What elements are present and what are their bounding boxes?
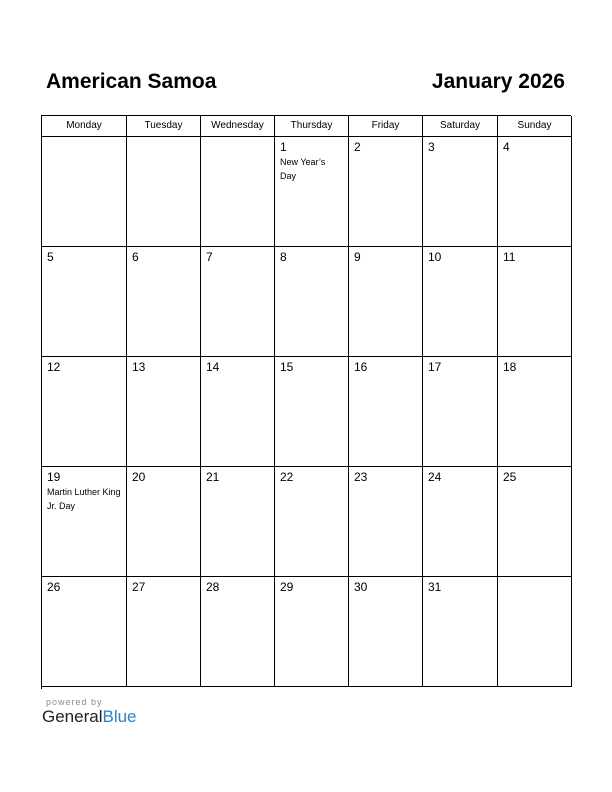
weekday-header-friday: Friday	[349, 116, 423, 137]
day-cell	[498, 137, 572, 247]
day-number: 19	[47, 470, 61, 484]
day-cell	[349, 247, 423, 357]
region-title: American Samoa	[46, 70, 217, 93]
day-number: 16	[354, 360, 368, 374]
day-cell	[42, 577, 127, 687]
day-number: 7	[206, 250, 213, 264]
day-cell	[127, 577, 201, 687]
day-number: 9	[354, 250, 361, 264]
day-cell	[127, 247, 201, 357]
weekday-header-wednesday: Wednesday	[201, 116, 275, 137]
day-number: 27	[132, 580, 146, 594]
day-cell	[498, 357, 572, 467]
day-number: 2	[354, 140, 361, 154]
day-cell	[127, 467, 201, 577]
day-number: 10	[428, 250, 442, 264]
day-cell	[423, 247, 498, 357]
month-year-title: January 2026	[431, 70, 565, 93]
weekday-header-saturday: Saturday	[423, 116, 498, 137]
day-cell	[201, 577, 275, 687]
day-number: 4	[503, 140, 510, 154]
day-number: 6	[132, 250, 139, 264]
day-cell	[498, 247, 572, 357]
day-number: 3	[428, 140, 435, 154]
day-number: 21	[206, 470, 220, 484]
day-number: 12	[47, 360, 61, 374]
day-number: 22	[280, 470, 294, 484]
powered-by-label: powered by	[46, 697, 103, 707]
holiday-label: New Year’s Day	[280, 157, 326, 181]
weekday-header-tuesday: Tuesday	[127, 116, 201, 137]
day-number: 11	[503, 250, 516, 264]
day-number: 17	[428, 360, 442, 374]
day-number: 5	[47, 250, 54, 264]
brand-blue-text: Blue	[102, 707, 137, 726]
day-cell	[349, 357, 423, 467]
day-cell	[201, 467, 275, 577]
day-cell	[275, 467, 349, 577]
day-cell	[349, 577, 423, 687]
day-cell	[275, 247, 349, 357]
day-number: 28	[206, 580, 220, 594]
day-cell	[42, 137, 127, 247]
day-cell	[349, 467, 423, 577]
day-cell	[42, 467, 127, 577]
day-number: 25	[503, 470, 517, 484]
day-number: 29	[280, 580, 294, 594]
day-cell	[42, 357, 127, 467]
day-cell	[498, 467, 572, 577]
calendar-grid	[41, 115, 571, 689]
weekday-header-monday: Monday	[42, 116, 127, 137]
day-number: 15	[280, 360, 294, 374]
day-number: 26	[47, 580, 61, 594]
brand-general-text: General	[42, 707, 103, 726]
day-cell	[423, 357, 498, 467]
day-number: 14	[206, 360, 220, 374]
day-cell	[423, 577, 498, 687]
day-number: 24	[428, 470, 442, 484]
day-cell	[42, 247, 127, 357]
day-cell	[423, 467, 498, 577]
day-number: 1	[280, 140, 287, 154]
day-cell	[275, 137, 349, 247]
day-cell	[275, 357, 349, 467]
day-cell	[275, 577, 349, 687]
day-number: 18	[503, 360, 517, 374]
day-number: 20	[132, 470, 146, 484]
day-cell	[201, 137, 275, 247]
brand-logo	[42, 707, 137, 727]
day-cell	[127, 357, 201, 467]
day-cell	[423, 137, 498, 247]
day-cell	[201, 357, 275, 467]
day-cell	[349, 137, 423, 247]
weekday-header-sunday: Sunday	[498, 116, 572, 137]
day-number: 31	[428, 580, 442, 594]
day-number: 13	[132, 360, 146, 374]
day-number: 8	[280, 250, 287, 264]
day-number: 23	[354, 470, 368, 484]
day-cell	[498, 577, 572, 687]
weekday-header-thursday: Thursday	[275, 116, 349, 137]
day-number: 30	[354, 580, 368, 594]
day-cell	[127, 137, 201, 247]
holiday-label: Martin Luther King Jr. Day	[47, 487, 121, 511]
day-cell	[201, 247, 275, 357]
